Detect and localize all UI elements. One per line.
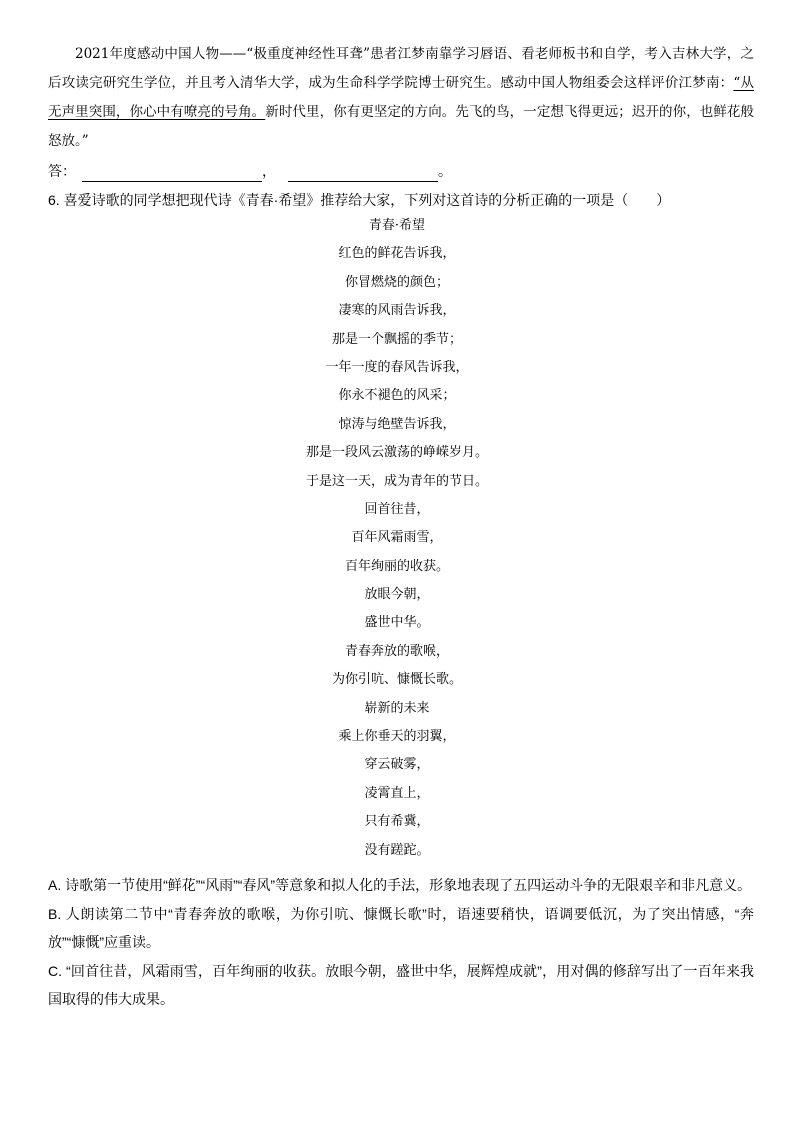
poem-line: 放眼今朝，	[364, 587, 430, 603]
poem-line: 崭新的未来	[364, 700, 430, 716]
question-6-options	[48, 871, 754, 1014]
poem-line: 惊涛与绝壁告诉我，	[338, 416, 456, 432]
poem-title: 青春·希望	[368, 218, 426, 233]
option-c: C. “回首往昔，风霜雨雪，百年绚丽的收获。放眼今朝，盛世中华，展辉煌成就”，用对偶的修辞写出了一百年来我国取得的伟大成果。	[48, 962, 754, 1007]
poem-line: 那是一段风云激荡的峥嵘岁月。	[305, 445, 488, 461]
poem-line: 青春奔放的歌喉，	[344, 643, 449, 659]
poem-line: 只有希冀，	[364, 814, 430, 830]
passage-paragraph	[48, 40, 754, 156]
question-6-stem: 6. 喜爱诗歌的同学想把现代诗《青春·希望》推荐给大家，下列对这首诗的分析正确的一项是（ ）	[48, 192, 671, 208]
poem-line: 那是一个飘摇的季节；	[331, 331, 462, 347]
poem-line: 乘上你垂天的羽翼，	[338, 729, 456, 745]
answer-label: 答：	[48, 163, 76, 179]
poem-line: 凌霄直上，	[364, 785, 430, 801]
answer-comma: ，	[262, 163, 276, 179]
answer-blank-2[interactable]	[288, 165, 438, 182]
option-a: A. 诗歌第一节使用“鲜花”“风雨”“春风”等意象和拟人化的手法，形象地表现了五四运动斗争的无限艰辛和非凡意义。	[48, 877, 752, 893]
answer-line	[48, 160, 452, 182]
poem	[0, 212, 794, 865]
poem-line: 为你引吭、慷慨长歌。	[331, 672, 462, 688]
poem-line: 穿云破雾，	[364, 757, 430, 773]
answer-period: 。	[438, 163, 452, 179]
poem-line: 凄寒的风雨告诉我，	[338, 303, 456, 319]
poem-line: 百年绚丽的收获。	[344, 558, 449, 574]
poem-line: 一年一度的春风告诉我，	[325, 359, 469, 375]
poem-line: 百年风霜雨雪，	[351, 530, 443, 546]
answer-blank-1[interactable]	[82, 165, 262, 182]
poem-line: 盛世中华。	[364, 615, 430, 631]
poem-line: 你冒燃烧的颜色；	[344, 274, 449, 290]
option-b: B. 人朗读第二节中“青春奔放的歌喉，为你引吭、慷慨长歌”时，语速要稍快，语调要低沉，为了突出情感，“奔放”“慷慨”应重读。	[48, 905, 754, 950]
passage-text-part1: 2021年度感动中国人物——“极重度神经性耳聋”患者江梦南靠学习唇语、看老师板书和自学，考入吉林大学，之后攻读完研究生学位，并且考入清华大学，成为生命科学学院博士研究生。感动中国人物组委会这样评价江梦南：	[48, 46, 754, 91]
poem-line: 于是这一天，成为青年的节日。	[305, 473, 488, 489]
poem-line: 回首往昔，	[364, 501, 430, 517]
passage-underlined-quote: “从无声里突围，你心中有嘹亮的号角。	[48, 75, 755, 120]
poem-line: 红色的鲜花告诉我，	[338, 246, 456, 262]
poem-line: 你永不褪色的风采；	[338, 388, 456, 404]
passage-text-part2: 新时代里，你有更坚定的方向。先飞的鸟，一定想飞得更远；迟开的你，也鲜花般怒放。”	[48, 104, 755, 149]
poem-line: 没有蹉跎。	[364, 842, 430, 858]
